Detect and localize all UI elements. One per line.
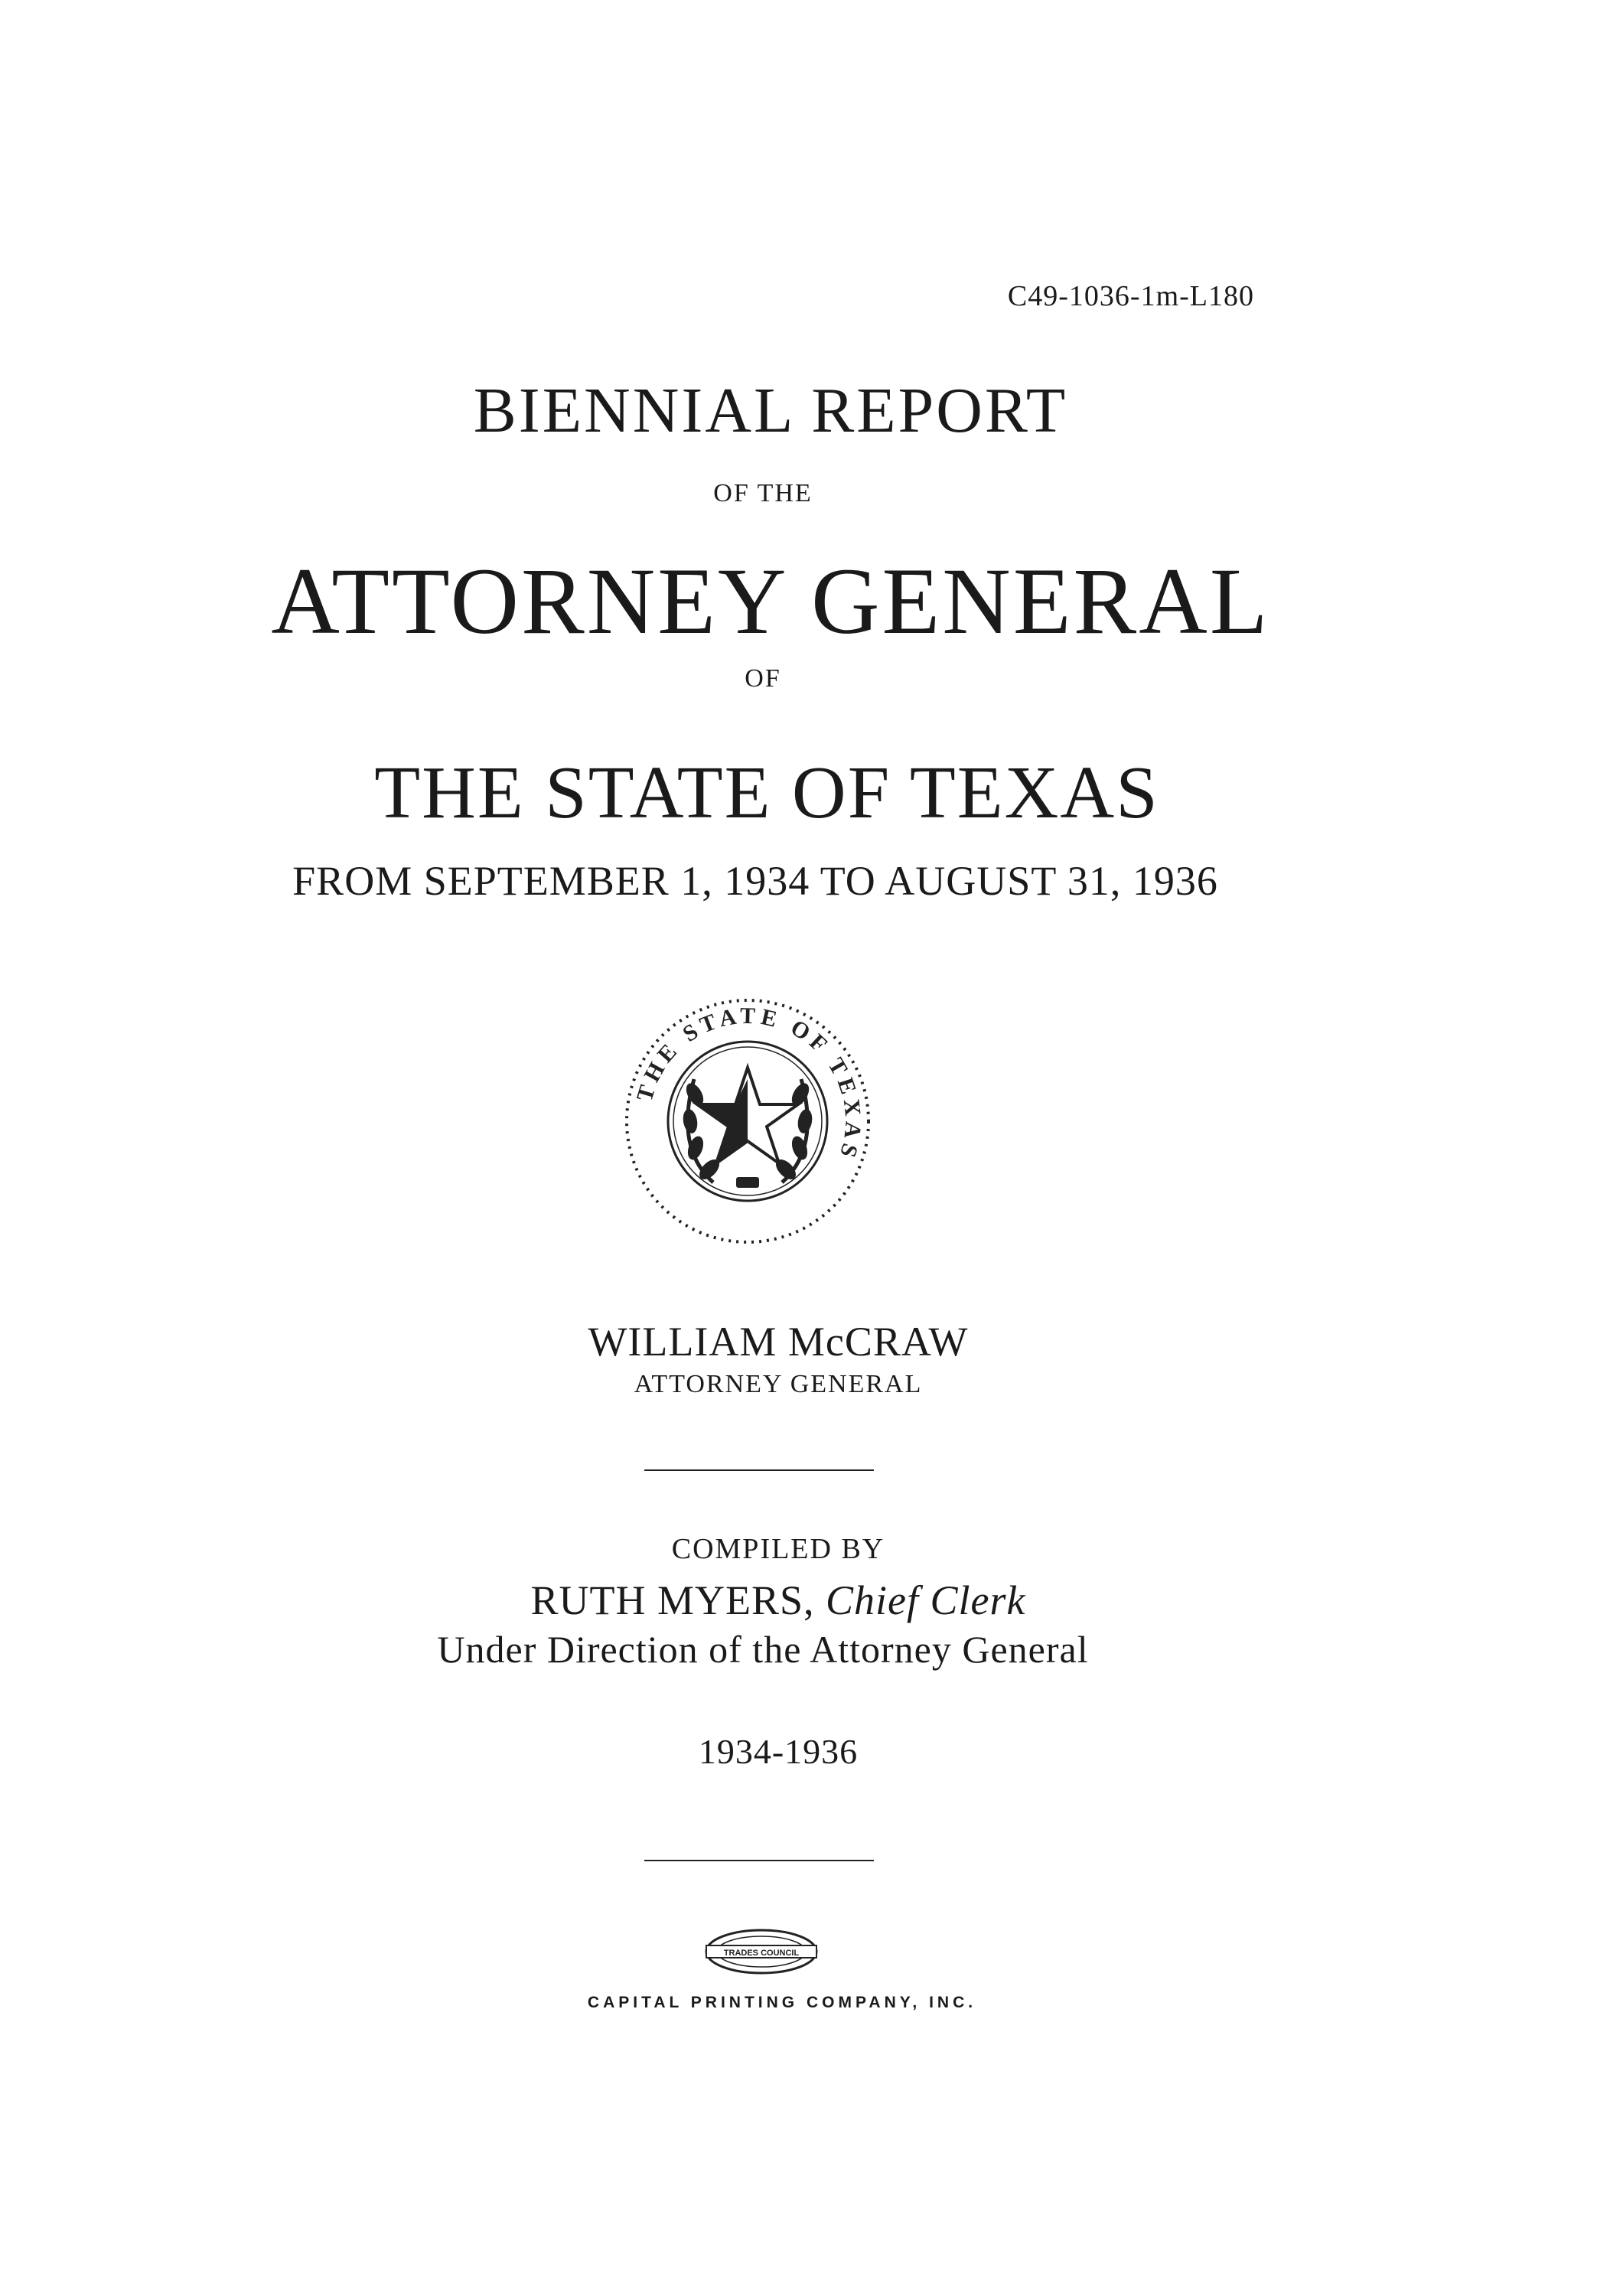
compiler-role: Chief Clerk	[826, 1577, 1026, 1623]
years-line: 1934-1936	[698, 1732, 859, 1771]
compiler-name: RUTH MYERS,	[530, 1577, 815, 1623]
report-period: FROM SEPTEMBER 1, 1934 TO AUGUST 31, 1936	[292, 858, 1218, 904]
texas-state-seal-icon	[621, 995, 874, 1247]
direction-line: Under Direction of the Attorney General	[437, 1628, 1089, 1671]
official-name: WILLIAM McCRAW	[588, 1319, 969, 1365]
printer-name: CAPITAL PRINTING COMPANY, INC.	[587, 1994, 977, 2011]
divider	[644, 1860, 874, 1861]
union-label-icon	[700, 1925, 823, 1978]
catalog-code: C49-1036-1m-L180	[1007, 280, 1254, 312]
of-the-line: OF THE	[713, 479, 813, 507]
office-title: ATTORNEY GENERAL	[271, 549, 1270, 654]
report-heading: BIENNIAL REPORT	[473, 375, 1068, 446]
seal-text: THE STATE OF TEXAS	[631, 1003, 866, 1165]
compiler-line	[0, 1577, 1583, 1624]
union-label-text: TRADES COUNCIL	[723, 1949, 800, 1958]
state-title: THE STATE OF TEXAS	[374, 752, 1159, 834]
compiled-by-label: COMPILED BY	[671, 1533, 885, 1565]
official-title: ATTORNEY GENERAL	[634, 1370, 923, 1398]
of-line: OF	[745, 664, 781, 693]
divider	[644, 1469, 874, 1471]
